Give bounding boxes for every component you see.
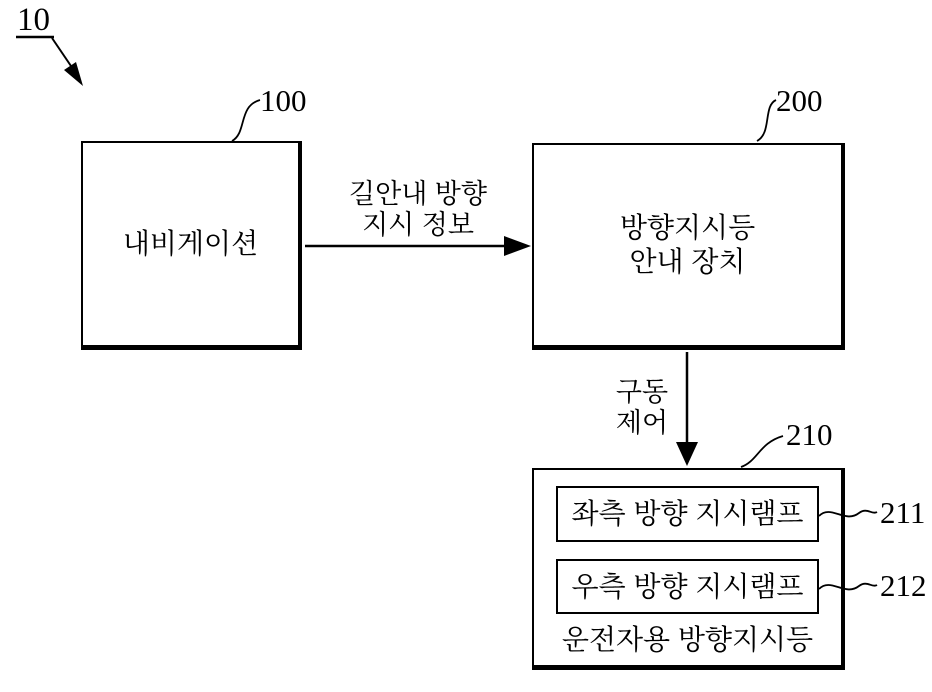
guide-device-label-line1: 방향지시등 (619, 212, 756, 243)
ref-100-leader (232, 100, 260, 141)
nav-to-guide-arrow-label-line1: 길안내 방향 (349, 179, 487, 209)
guide-to-driver-arrowhead (676, 442, 698, 466)
guide-device-box (532, 143, 845, 350)
ref-210-leader (741, 436, 783, 467)
nav-to-guide-arrow-label-line2: 지시 정보 (362, 210, 474, 240)
guide-to-driver-arrow-label (602, 377, 682, 439)
left-lamp-label: 좌측 방향 지시램프 (571, 498, 804, 529)
navigation-box-label: 내비게이션 (122, 228, 259, 259)
driver-signal-caption: 운전자용 방향지시등 (561, 624, 814, 655)
ref-200-leader (757, 100, 776, 141)
left-lamp-box (556, 486, 819, 542)
ref-label-211: 211 (880, 495, 926, 530)
ref-label-100: 100 (260, 83, 307, 118)
driver-signal-box (532, 468, 845, 670)
guide-to-driver-arrow-label-line1: 구동 (615, 377, 669, 407)
ref-label-210: 210 (786, 417, 833, 452)
right-lamp-label: 우측 방향 지시램프 (571, 570, 804, 602)
navigation-box (81, 141, 302, 350)
figure-number-label: 10 (17, 2, 50, 38)
right-lamp-box (556, 559, 819, 614)
figure-pointer-line (52, 38, 71, 66)
figure-pointer-arrowhead (64, 62, 83, 86)
guide-device-label-line2: 안내 장치 (629, 246, 746, 277)
ref-label-212: 212 (880, 568, 927, 603)
ref-label-200: 200 (776, 83, 823, 118)
guide-device-box-label (620, 211, 755, 279)
guide-to-driver-arrow-label-line2: 제어 (615, 408, 669, 438)
nav-to-guide-arrow-label (318, 179, 518, 241)
